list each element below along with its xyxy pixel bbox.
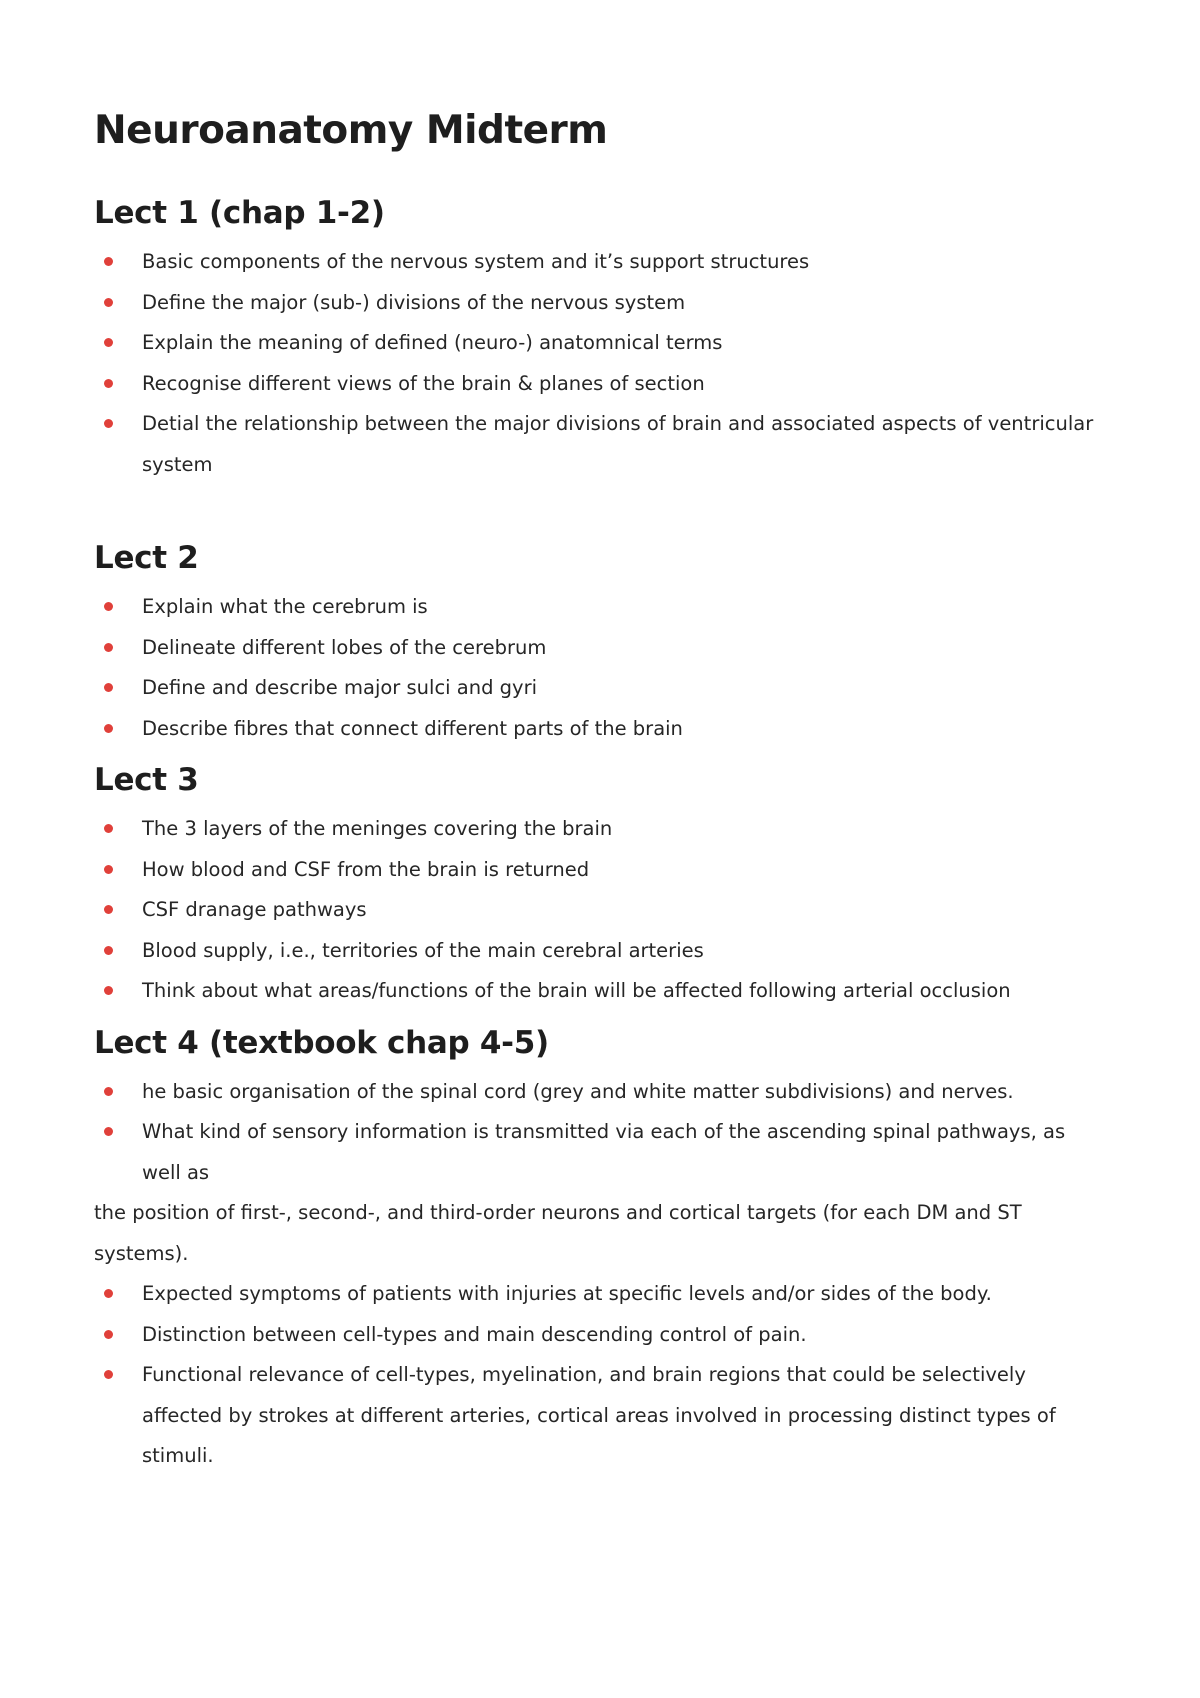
- list-item-text: Explain the meaning of defined (neuro-) anatomnical terms: [142, 331, 723, 354]
- list-item: [94, 809, 1100, 850]
- list-item-text: Define the major (sub-) divisions of the nervous system: [142, 290, 686, 314]
- bullet-dot-icon: [104, 1289, 113, 1298]
- list-item-text: Basic components of the nervous system and it’s support structures: [142, 250, 810, 273]
- bullet-dot-icon: [104, 602, 113, 611]
- section-heading: Lect 1 (chap 1-2): [94, 195, 385, 231]
- bullet-dot-icon: [104, 1330, 113, 1339]
- list-item: [94, 364, 1100, 405]
- list-item: [94, 1355, 1100, 1477]
- list-item-text: What kind of sensory information is transmitted via each of the ascending spinal pathways, as well as: [142, 1120, 1066, 1184]
- list-item-text: Blood supply, i.e., territories of the main cerebral arteries: [142, 938, 704, 962]
- list-item: [94, 628, 1100, 669]
- list-item: [94, 971, 1100, 1012]
- list-item: [94, 1072, 1100, 1113]
- section-heading: Lect 4 (textbook chap 4-5): [94, 1024, 549, 1061]
- bullet-list: [94, 587, 1100, 749]
- section-lect-4: [94, 1022, 1100, 1477]
- section-lect-3: [94, 759, 1100, 1012]
- bullet-list: [94, 242, 1100, 485]
- list-item-text: he basic organisation of the spinal cord (grey and white matter subdivisions) and nerves.: [142, 1079, 1014, 1103]
- list-item: [94, 587, 1100, 628]
- list-item-text: Recognise different views of the brain & planes of section: [142, 371, 705, 395]
- list-item: [94, 283, 1100, 324]
- list-item: [94, 323, 1100, 364]
- list-item-text: How blood and CSF from the brain is returned: [142, 857, 590, 881]
- list-item-text: The 3 layers of the meninges covering the brain: [142, 817, 613, 840]
- list-item-text: CSF dranage pathways: [142, 898, 367, 921]
- list-item: [94, 668, 1100, 709]
- section-lect-2: [94, 537, 1100, 749]
- document-title: Neuroanatomy Midterm: [94, 108, 608, 153]
- bullet-dot-icon: [104, 1087, 113, 1096]
- bullet-dot-icon: [104, 905, 113, 914]
- list-item-text: Detial the relationship between the major divisions of brain and associated aspects of ventricular system: [142, 412, 1094, 476]
- bullet-list: [94, 1072, 1100, 1194]
- list-item-text: Functional relevance of cell-types, myelination, and brain regions that could be selectively affected by strokes at different arteries, cortical areas involved in processing distinct types of stimuli.: [142, 1363, 1056, 1467]
- list-item-text: Expected symptoms of patients with injuries at specific levels and/or sides of the body.: [142, 1282, 992, 1305]
- list-item-text: Describe fibres that connect different parts of the brain: [142, 716, 683, 740]
- list-item: [94, 890, 1100, 931]
- list-item-text: Think about what areas/functions of the brain will be affected following arterial occlusion: [142, 979, 1011, 1002]
- bullet-dot-icon: [104, 379, 113, 388]
- list-item: [94, 709, 1100, 750]
- bullet-dot-icon: [104, 865, 113, 874]
- list-item: [94, 242, 1100, 283]
- bullet-list: [94, 809, 1100, 1012]
- list-item: [94, 1315, 1100, 1356]
- list-item-text: Delineate different lobes of the cerebrum: [142, 635, 547, 659]
- bullet-list: [94, 1274, 1100, 1477]
- list-item-text: Explain what the cerebrum is: [142, 595, 428, 618]
- list-item: [94, 1274, 1100, 1315]
- bullet-dot-icon: [104, 643, 113, 652]
- bullet-dot-icon: [104, 824, 113, 833]
- bullet-dot-icon: [104, 986, 113, 995]
- list-item-text: Distinction between cell-types and main descending control of pain.: [142, 1322, 807, 1346]
- bullet-dot-icon: [104, 1370, 113, 1379]
- bullet-dot-icon: [104, 298, 113, 307]
- section-lect-1: [94, 192, 1100, 485]
- bullet-dot-icon: [104, 946, 113, 955]
- section-heading: Lect 3: [94, 762, 199, 798]
- bullet-dot-icon: [104, 724, 113, 733]
- list-item: [94, 404, 1100, 485]
- bullet-dot-icon: [104, 257, 113, 266]
- bullet-dot-icon: [104, 338, 113, 347]
- bullet-dot-icon: [104, 683, 113, 692]
- bullet-dot-icon: [104, 1127, 113, 1136]
- continuation-paragraph: the position of first-, second-, and third-order neurons and cortical targets (for each DM and ST systems).: [94, 1201, 1022, 1265]
- list-item-text: Define and describe major sulci and gyri: [142, 676, 538, 699]
- list-item: [94, 931, 1100, 972]
- bullet-dot-icon: [104, 419, 113, 428]
- section-heading: Lect 2: [94, 540, 199, 576]
- list-item: [94, 1112, 1100, 1193]
- list-item: [94, 850, 1100, 891]
